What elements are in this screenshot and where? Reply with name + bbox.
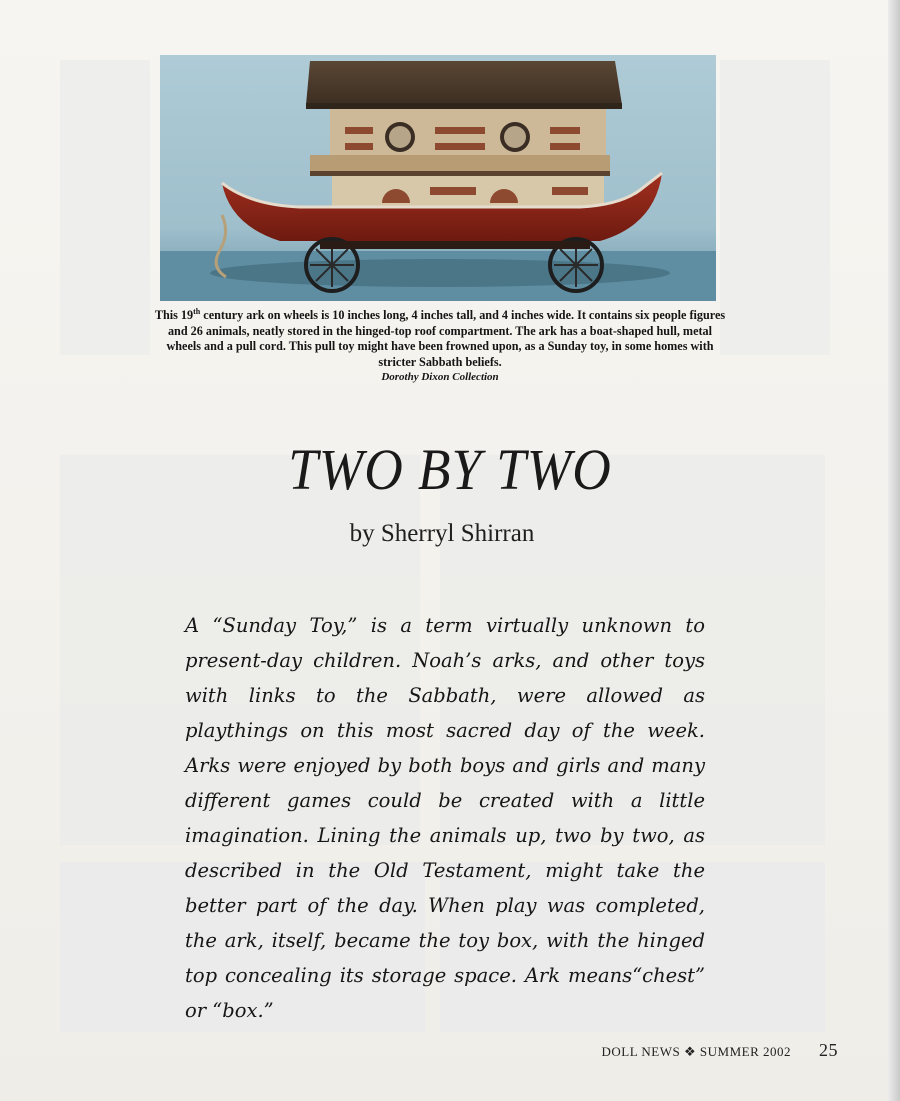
caption-ordinal-suffix: th bbox=[193, 307, 201, 316]
page-footer bbox=[601, 1040, 838, 1061]
publication-name: DOLL NEWS ❖ SUMMER 2002 bbox=[601, 1044, 791, 1059]
article-title: TWO BY TWO bbox=[288, 437, 612, 502]
caption-text: century ark on wheels is 10 inches long, 4 inches tall, and 4 inches wide. It contains six people figures and 26 animals, neatly stored in the hinged-top roof compartment. The ark has a boat-shaped hull, metal wheels and a pull cord. This pull toy might have been frowned upon, as a Sunday toy, in some homes with stricter Sabbath beliefs. bbox=[166, 308, 726, 369]
photo-credit: Dorothy Dixon Collection bbox=[381, 371, 499, 384]
show-through-block bbox=[60, 60, 150, 355]
page-edge bbox=[888, 0, 900, 1101]
ark-photo bbox=[160, 55, 716, 301]
show-through-block bbox=[720, 60, 830, 355]
caption-text-start: This 19 bbox=[154, 308, 194, 323]
noahs-ark-pull-toy-photo bbox=[160, 55, 716, 301]
page-number: 25 bbox=[819, 1040, 838, 1060]
show-through-text bbox=[155, 360, 725, 440]
article-byline: by Sherryl Shirran bbox=[349, 520, 535, 547]
article-body: A “Sunday Toy,” is a term virtually unknown to present-day children. Noah’s arks, and other toys with links to the Sabbath, were allowed as playthings on this most sacred day of the week. Arks were enjoyed by both boys and girls and many different games could be created with a little imagination. Lining the animals up, two by two, as described in the Old Testament, might take the better part of the day. When play was completed, the ark, itself, became the toy box, with the hinged top concealing its storage space. Ark means“chest” or “box.” bbox=[185, 614, 705, 1022]
